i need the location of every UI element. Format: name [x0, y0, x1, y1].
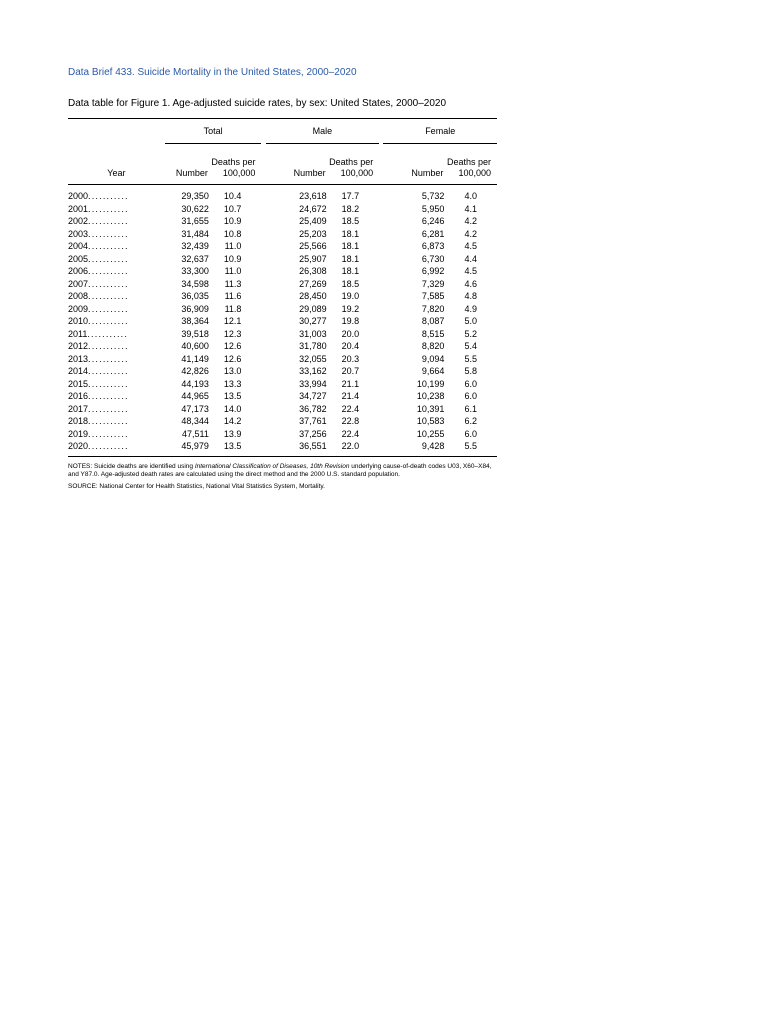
source-note: SOURCE: National Center for Health Statistics, National Vital Statistics System, Mortality. [68, 482, 325, 490]
cell-year: 2008........... [68, 291, 129, 301]
cell-total-number: 47,511 [182, 428, 209, 439]
cell-female-number: 7,585 [421, 291, 445, 301]
cell-total-number: 34,598 [181, 278, 209, 289]
cell-female-rate: 4.9 [464, 303, 477, 314]
cell-male-rate: 22.8 [341, 416, 360, 426]
cell-female-rate: 6.1 [464, 403, 477, 414]
cell-female-rate: 5.4 [464, 341, 477, 351]
cell-year: 2003........... [68, 228, 129, 239]
column-header-female-rate: Deaths per 100,000 [446, 157, 491, 178]
cell-total-rate: 13.3 [223, 378, 242, 389]
cell-female-number: 6,246 [421, 216, 445, 226]
year-group-spacer [68, 119, 165, 144]
cell-total-rate: 13.9 [223, 428, 242, 439]
cell-female-number: 8,515 [421, 328, 445, 339]
cell-year: 2011........... [68, 328, 129, 339]
cell-total-number: 44,193 [181, 378, 209, 389]
cell-total-rate: 10.9 [223, 216, 242, 226]
cell-female-rate: 4.6 [464, 278, 477, 289]
table-row [68, 390, 497, 403]
cell-female-rate: 5.8 [464, 366, 477, 376]
cell-total-number: 39,518 [181, 328, 209, 339]
cell-total-number: 42,826 [181, 366, 209, 376]
column-header-total-rate: Deaths per 100,000 [211, 157, 256, 178]
cell-female-number: 9,664 [421, 366, 445, 376]
cell-female-number: 7,820 [421, 303, 445, 314]
cell-year: 2020........... [68, 441, 129, 451]
cell-male-number: 25,907 [299, 253, 327, 264]
cell-male-number: 37,256 [299, 428, 327, 439]
cell-total-number: 40,600 [181, 341, 209, 351]
cell-male-rate: 20.4 [341, 341, 360, 351]
cell-total-number: 41,149 [181, 353, 209, 364]
cell-female-rate: 6.0 [464, 428, 477, 439]
cell-female-rate: 4.2 [464, 228, 477, 239]
cell-female-number: 6,281 [421, 228, 445, 239]
cell-year: 2005........... [68, 253, 129, 264]
cell-total-number: 47,173 [181, 403, 209, 414]
cell-male-number: 33,162 [299, 366, 327, 376]
table-row [68, 215, 497, 228]
table-row [68, 328, 497, 341]
cell-total-number: 30,622 [181, 203, 209, 214]
cell-total-number: 38,364 [181, 316, 209, 326]
cell-total-number: 33,300 [181, 266, 209, 276]
cell-male-rate: 18.5 [341, 278, 360, 289]
table-row [68, 365, 497, 378]
column-header-male-number: Number [293, 168, 326, 178]
table-row [68, 378, 497, 391]
data-table [68, 118, 497, 457]
cell-male-number: 26,308 [299, 266, 327, 276]
cell-total-rate: 12.6 [223, 341, 242, 351]
cell-female-rate: 4.0 [464, 191, 477, 201]
cell-total-number: 31,484 [181, 228, 209, 239]
cell-total-number: 44,965 [181, 391, 209, 401]
group-header-female: Female [383, 119, 497, 144]
cell-female-rate: 5.2 [464, 328, 477, 339]
table-row [68, 315, 497, 328]
table-row [68, 253, 497, 266]
cell-male-number: 25,409 [299, 216, 327, 226]
cell-total-rate: 10.9 [223, 253, 242, 264]
cell-total-number: 29,350 [181, 191, 209, 201]
cell-male-number: 25,566 [299, 241, 327, 251]
cell-female-rate: 4.2 [464, 216, 477, 226]
cell-female-number: 10,583 [416, 416, 445, 426]
cell-female-number: 6,873 [421, 241, 445, 251]
cell-female-number: 5,732 [421, 191, 445, 201]
cell-female-number: 8,087 [421, 316, 445, 326]
table-row [68, 428, 497, 441]
table-row [68, 278, 497, 291]
cell-male-rate: 20.0 [341, 328, 360, 339]
cell-total-rate: 12.1 [223, 316, 242, 326]
cell-female-number: 6,992 [421, 266, 445, 276]
table-body [68, 185, 497, 457]
column-header-year: Year [107, 168, 126, 178]
cell-male-number: 37,761 [299, 416, 327, 426]
notes: NOTES: Suicide deaths are identified using International Classification of Diseases, 10th Revision underlying cause-of-death codes U03, X60–X84, and Y87.0. Age-adjusted death rates are calculated using the direct method and the 2000 U.S. standard population. [68, 462, 492, 478]
document [68, 66, 498, 491]
cell-male-rate: 18.1 [341, 253, 360, 264]
cell-female-rate: 4.4 [464, 253, 477, 264]
cell-total-rate: 13.5 [223, 391, 242, 401]
cell-female-rate: 4.5 [464, 241, 477, 251]
column-header-female-number: Number [411, 168, 444, 178]
cell-year: 2016........... [68, 391, 129, 401]
cell-year: 2015........... [68, 378, 129, 389]
cell-total-rate: 11.8 [224, 303, 242, 314]
cell-total-rate: 10.7 [223, 203, 242, 214]
cell-female-rate: 6.2 [464, 416, 477, 426]
cell-male-number: 28,450 [299, 291, 327, 301]
cell-male-number: 36,551 [299, 441, 327, 451]
cell-total-rate: 13.0 [223, 366, 242, 376]
cell-female-number: 10,391 [416, 403, 445, 414]
cell-male-rate: 19.0 [341, 291, 360, 301]
cell-male-rate: 20.7 [341, 366, 360, 376]
cell-total-rate: 10.4 [223, 191, 242, 201]
cell-male-rate: 22.4 [341, 403, 360, 414]
table-row [68, 265, 497, 278]
cell-total-rate: 12.3 [223, 328, 242, 339]
cell-male-rate: 21.4 [341, 391, 360, 401]
table-row [68, 340, 497, 353]
cell-female-number: 10,238 [416, 391, 445, 401]
cell-total-rate: 10.8 [223, 228, 242, 239]
cell-female-rate: 6.0 [464, 378, 477, 389]
cell-male-rate: 18.1 [341, 266, 360, 276]
cell-year: 2002........... [68, 216, 129, 226]
cell-male-number: 32,055 [299, 353, 327, 364]
cell-total-number: 32,439 [181, 241, 209, 251]
table-row [68, 228, 497, 241]
cell-year: 2013........... [68, 353, 129, 364]
cell-male-rate: 18.2 [341, 203, 360, 214]
cell-female-rate: 4.8 [464, 291, 477, 301]
table-caption: Data table for Figure 1. Age-adjusted suicide rates, by sex: United States, 2000–2020 [68, 98, 447, 109]
cell-male-number: 31,780 [299, 341, 327, 351]
cell-year: 2001........... [68, 203, 129, 214]
cell-female-number: 9,094 [421, 353, 445, 364]
cell-male-number: 29,089 [299, 303, 327, 314]
data-brief-title: Data Brief 433. Suicide Mortality in the United States, 2000–2020 [68, 67, 357, 78]
cell-male-number: 34,727 [299, 391, 327, 401]
cell-year: 2007........... [68, 278, 129, 289]
cell-female-rate: 5.0 [464, 316, 477, 326]
cell-total-number: 36,035 [181, 291, 209, 301]
table-row [68, 185, 497, 203]
cell-female-rate: 4.1 [464, 203, 477, 214]
cell-year: 2012........... [68, 341, 129, 351]
cell-female-number: 7,329 [421, 278, 445, 289]
cell-year: 2010........... [68, 316, 129, 326]
cell-total-rate: 14.2 [223, 416, 242, 426]
table-row [68, 403, 497, 416]
cell-total-rate: 11.3 [224, 278, 242, 289]
table-row [68, 415, 497, 428]
cell-total-number: 32,637 [181, 253, 209, 264]
cell-male-rate: 18.1 [341, 228, 360, 239]
cell-total-rate: 14.0 [223, 403, 242, 414]
cell-total-number: 45,979 [181, 441, 209, 451]
cell-total-rate: 13.5 [223, 441, 242, 451]
cell-male-number: 27,269 [299, 278, 327, 289]
cell-year: 2006........... [68, 266, 129, 276]
cell-male-rate: 18.1 [341, 241, 360, 251]
cell-male-rate: 20.3 [341, 353, 360, 364]
cell-female-number: 9,428 [421, 441, 445, 451]
cell-total-rate: 12.6 [223, 353, 242, 364]
cell-male-number: 30,277 [299, 316, 327, 326]
table-row [68, 440, 497, 456]
cell-year: 2004........... [68, 241, 129, 251]
cell-male-rate: 21.1 [341, 378, 360, 389]
cell-total-number: 36,909 [181, 303, 209, 314]
table-row [68, 353, 497, 366]
group-header-total: Total [165, 119, 262, 144]
cell-total-number: 48,344 [181, 416, 209, 426]
cell-year: 2014........... [68, 366, 129, 376]
cell-male-rate: 19.8 [341, 316, 360, 326]
cell-female-number: 10,255 [416, 428, 445, 439]
cell-female-rate: 5.5 [464, 441, 477, 451]
cell-male-rate: 17.7 [341, 191, 360, 201]
cell-male-number: 23,618 [299, 191, 327, 201]
cell-year: 2009........... [68, 303, 129, 314]
cell-male-rate: 22.4 [341, 428, 360, 439]
cell-male-number: 36,782 [299, 403, 327, 414]
cell-male-rate: 18.5 [341, 216, 360, 226]
cell-year: 2000........... [68, 191, 129, 201]
column-header-total-number: Number [175, 168, 208, 178]
cell-female-number: 8,820 [421, 341, 445, 351]
cell-year: 2019........... [68, 428, 129, 439]
cell-female-rate: 4.5 [464, 266, 477, 276]
cell-year: 2017........... [68, 403, 129, 414]
table-row [68, 203, 497, 216]
cell-year: 2018........... [68, 416, 129, 426]
cell-male-number: 25,203 [299, 228, 327, 239]
cell-female-rate: 6.0 [464, 391, 477, 401]
cell-total-rate: 11.6 [224, 291, 242, 301]
cell-male-rate: 22.0 [341, 441, 360, 451]
table-row [68, 240, 497, 253]
cell-female-number: 5,950 [421, 203, 445, 214]
cell-female-number: 6,730 [421, 253, 445, 264]
table-row [68, 290, 497, 303]
cell-total-number: 31,655 [181, 216, 209, 226]
table-row [68, 303, 497, 316]
cell-total-rate: 11.0 [224, 241, 242, 251]
cell-female-number: 10,199 [416, 378, 445, 389]
cell-total-rate: 11.0 [224, 266, 242, 276]
cell-male-number: 31,003 [299, 328, 327, 339]
column-header-male-rate: Deaths per 100,000 [329, 157, 374, 178]
cell-male-number: 33,994 [299, 378, 327, 389]
group-header-male: Male [266, 119, 380, 144]
cell-male-rate: 19.2 [341, 303, 360, 314]
cell-female-rate: 5.5 [464, 353, 477, 364]
cell-male-number: 24,672 [299, 203, 327, 214]
